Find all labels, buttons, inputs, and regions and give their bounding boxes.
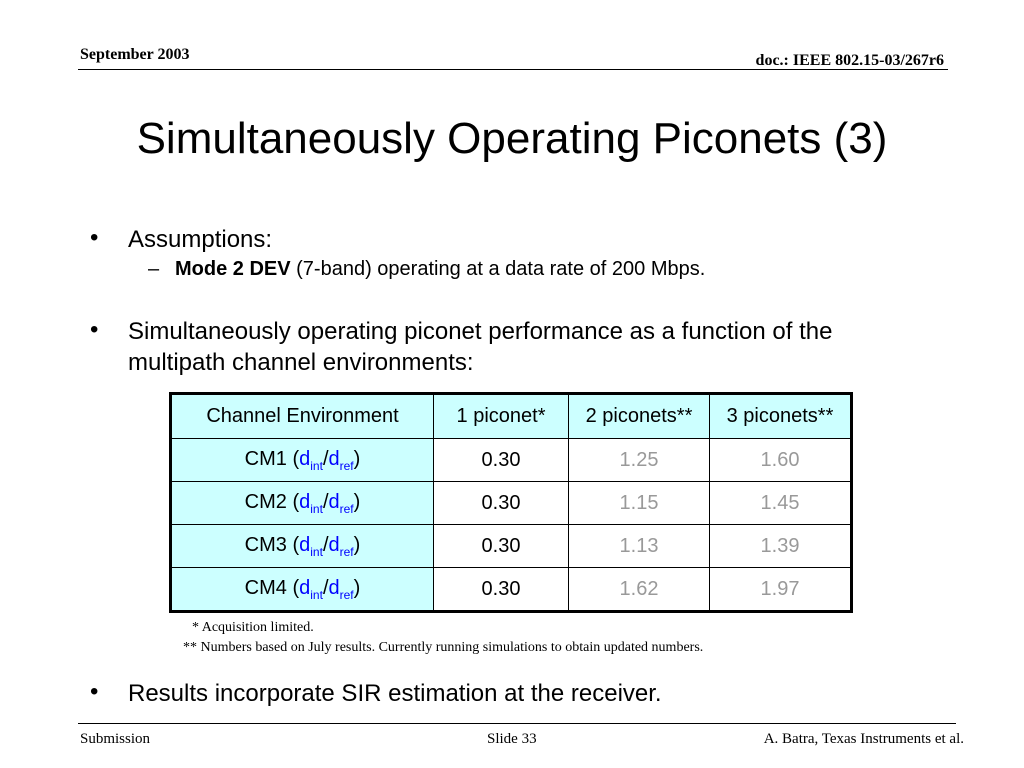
sub-bullet-text [175, 258, 705, 281]
footer-divider [78, 723, 956, 724]
slide-title: Simultaneously Operating Piconets (3) [136, 114, 888, 163]
env-cell: CM1 $(d_{int}/d_{ref})$ [171, 439, 434, 482]
header-doc-id: doc.: IEEE 802.15-03/267r6 [755, 52, 944, 69]
value-2-piconets: 1.13 [569, 525, 710, 568]
footnote-july-results: ** Numbers based on July results. Currently running simulations to obtain updated numbers. [183, 640, 704, 655]
table-row [171, 568, 852, 612]
bullet-dot-icon: • [90, 678, 99, 705]
col-header-3-piconets: 3 piconets** [710, 394, 852, 439]
value-1-piconet: 0.30 [434, 568, 569, 612]
value-1-piconet: 0.30 [434, 525, 569, 568]
table-row [171, 439, 852, 482]
value-2-piconets: 1.25 [569, 439, 710, 482]
env-cell: CM2 $(d_{int}/d_{ref})$ [171, 482, 434, 525]
table-row [171, 525, 852, 568]
bullet-text: Results incorporate SIR estimation at the receiver. [128, 680, 662, 707]
bullet-text: Simultaneously operating piconet performance as a function of the multipath channel environments: [128, 318, 833, 376]
bullet-dot-icon: • [90, 316, 99, 343]
footnote-acquisition: * Acquisition limited. [192, 620, 314, 635]
col-header-2-piconets: 2 piconets** [569, 394, 710, 439]
header-divider [78, 69, 948, 70]
header-date: September 2003 [80, 46, 190, 63]
mode-bold: Mode 2 DEV [175, 258, 291, 280]
value-3-piconets: 1.39 [710, 525, 852, 568]
footer-submission: Submission [80, 731, 151, 747]
value-1-piconet: 0.30 [434, 439, 569, 482]
value-3-piconets: 1.60 [710, 439, 852, 482]
table-row [171, 482, 852, 525]
env-cell: CM4 $(d_{int}/d_{ref})$ [171, 568, 434, 612]
mode-rest: (7-band) operating at a data rate of 200 Mbps. [290, 258, 706, 280]
value-2-piconets: 1.62 [569, 568, 710, 612]
env-cell: CM3 $(d_{int}/d_{ref})$ [171, 525, 434, 568]
footer-author: A. Batra, Texas Instruments et al. [763, 731, 964, 747]
results-table [169, 392, 853, 613]
col-header-env: Channel Environment [171, 394, 434, 439]
col-header-1-piconet: 1 piconet* [434, 394, 569, 439]
bullet-text: Assumptions: [128, 226, 273, 253]
footer-slide-number: Slide 33 [487, 731, 537, 747]
table-header-row [171, 394, 852, 439]
dash-icon: – [148, 258, 160, 280]
value-3-piconets: 1.45 [710, 482, 852, 525]
bullet-dot-icon: • [90, 224, 99, 251]
value-2-piconets: 1.15 [569, 482, 710, 525]
value-3-piconets: 1.97 [710, 568, 852, 612]
value-1-piconet: 0.30 [434, 482, 569, 525]
